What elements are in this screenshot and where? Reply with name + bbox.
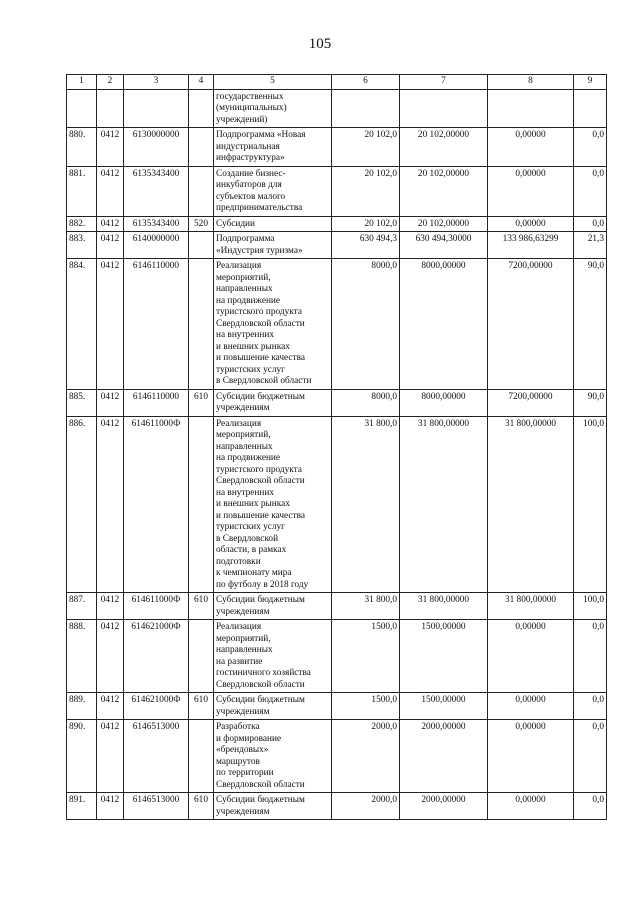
row-number: 882. xyxy=(67,216,97,232)
planned-amount: 31 800,0 xyxy=(332,416,400,593)
target-code: 6146110000 xyxy=(124,389,189,416)
target-code: 6135343400 xyxy=(124,216,189,232)
item-name: Субсидии бюджетным учреждениям xyxy=(214,693,332,720)
column-header: 2 xyxy=(97,75,124,90)
executed-amount: 31 800,00000 xyxy=(488,593,574,620)
table-row xyxy=(67,259,607,390)
section-code: 0412 xyxy=(97,166,124,216)
item-name: Реализация мероприятий, направленных на развитие гостиничного хозяйства Свердловской области xyxy=(214,620,332,693)
execution-percent: 100,0 xyxy=(574,416,607,593)
row-number: 889. xyxy=(67,693,97,720)
allocated-amount: 31 800,00000 xyxy=(400,416,488,593)
expense-type xyxy=(189,128,214,167)
execution-percent xyxy=(574,89,607,128)
page-number: 105 xyxy=(308,36,332,52)
execution-percent: 0,0 xyxy=(574,216,607,232)
execution-percent: 0,0 xyxy=(574,693,607,720)
execution-percent: 0,0 xyxy=(574,793,607,820)
target-code: 614621000Ф xyxy=(124,620,189,693)
row-number: 884. xyxy=(67,259,97,390)
section-code: 0412 xyxy=(97,793,124,820)
row-number xyxy=(67,89,97,128)
execution-percent: 21,3 xyxy=(574,232,607,259)
planned-amount: 20 102,0 xyxy=(332,216,400,232)
column-header: 8 xyxy=(488,75,574,90)
planned-amount: 20 102,0 xyxy=(332,166,400,216)
item-name: Субсидии xyxy=(214,216,332,232)
target-code: 614621000Ф xyxy=(124,693,189,720)
executed-amount: 0,00000 xyxy=(488,793,574,820)
executed-amount: 0,00000 xyxy=(488,720,574,793)
target-code: 6130000000 xyxy=(124,128,189,167)
row-number: 890. xyxy=(67,720,97,793)
execution-percent: 90,0 xyxy=(574,259,607,390)
allocated-amount: 630 494,30000 xyxy=(400,232,488,259)
column-header: 9 xyxy=(574,75,607,90)
row-number: 880. xyxy=(67,128,97,167)
allocated-amount: 1500,00000 xyxy=(400,693,488,720)
item-name: Субсидии бюджетным учреждениям xyxy=(214,793,332,820)
section-code: 0412 xyxy=(97,389,124,416)
section-code xyxy=(97,89,124,128)
planned-amount: 630 494,3 xyxy=(332,232,400,259)
row-number: 891. xyxy=(67,793,97,820)
table-row xyxy=(67,216,607,232)
table-row xyxy=(67,720,607,793)
table-row xyxy=(67,166,607,216)
target-code: 614611000Ф xyxy=(124,416,189,593)
executed-amount: 7200,00000 xyxy=(488,259,574,390)
section-code: 0412 xyxy=(97,416,124,593)
allocated-amount: 2000,00000 xyxy=(400,720,488,793)
expense-type: 610 xyxy=(189,389,214,416)
allocated-amount: 20 102,00000 xyxy=(400,128,488,167)
planned-amount xyxy=(332,89,400,128)
expense-type xyxy=(189,166,214,216)
execution-percent: 0,0 xyxy=(574,128,607,167)
row-number: 886. xyxy=(67,416,97,593)
section-code: 0412 xyxy=(97,693,124,720)
expense-type xyxy=(189,620,214,693)
header-row xyxy=(67,75,607,90)
target-code xyxy=(124,89,189,128)
executed-amount: 7200,00000 xyxy=(488,389,574,416)
executed-amount: 0,00000 xyxy=(488,128,574,167)
section-code: 0412 xyxy=(97,216,124,232)
planned-amount: 8000,0 xyxy=(332,259,400,390)
executed-amount: 31 800,00000 xyxy=(488,416,574,593)
column-header: 1 xyxy=(67,75,97,90)
item-name: Подпрограмма «Новая индустриальная инфраструктура» xyxy=(214,128,332,167)
section-code: 0412 xyxy=(97,259,124,390)
column-header: 4 xyxy=(189,75,214,90)
section-code: 0412 xyxy=(97,232,124,259)
item-name: Субсидии бюджетным учреждениям xyxy=(214,593,332,620)
expense-type xyxy=(189,232,214,259)
allocated-amount: 31 800,00000 xyxy=(400,593,488,620)
executed-amount: 133 986,63299 xyxy=(488,232,574,259)
target-code: 6135343400 xyxy=(124,166,189,216)
target-code: 614611000Ф xyxy=(124,593,189,620)
target-code: 6146513000 xyxy=(124,720,189,793)
allocated-amount: 20 102,00000 xyxy=(400,166,488,216)
planned-amount: 2000,0 xyxy=(332,720,400,793)
expense-type xyxy=(189,416,214,593)
allocated-amount: 2000,00000 xyxy=(400,793,488,820)
executed-amount: 0,00000 xyxy=(488,620,574,693)
row-number: 881. xyxy=(67,166,97,216)
item-name: Создание бизнес- инкубаторов для субъектов малого предпринимательства xyxy=(214,166,332,216)
planned-amount: 2000,0 xyxy=(332,793,400,820)
executed-amount: 0,00000 xyxy=(488,166,574,216)
item-name: Субсидии бюджетным учреждениям xyxy=(214,389,332,416)
table-row xyxy=(67,620,607,693)
target-code: 6140000000 xyxy=(124,232,189,259)
executed-amount: 0,00000 xyxy=(488,216,574,232)
allocated-amount xyxy=(400,89,488,128)
target-code: 6146513000 xyxy=(124,793,189,820)
table-row xyxy=(67,593,607,620)
table-row xyxy=(67,128,607,167)
execution-percent: 0,0 xyxy=(574,720,607,793)
executed-amount: 0,00000 xyxy=(488,693,574,720)
allocated-amount: 8000,00000 xyxy=(400,389,488,416)
expense-type xyxy=(189,720,214,793)
row-number: 887. xyxy=(67,593,97,620)
executed-amount xyxy=(488,89,574,128)
planned-amount: 8000,0 xyxy=(332,389,400,416)
table-row xyxy=(67,232,607,259)
expense-type xyxy=(189,89,214,128)
execution-percent: 0,0 xyxy=(574,166,607,216)
expense-type: 520 xyxy=(189,216,214,232)
row-number: 883. xyxy=(67,232,97,259)
expense-type: 610 xyxy=(189,793,214,820)
section-code: 0412 xyxy=(97,128,124,167)
planned-amount: 20 102,0 xyxy=(332,128,400,167)
table-row xyxy=(67,693,607,720)
table-row xyxy=(67,389,607,416)
allocated-amount: 1500,00000 xyxy=(400,620,488,693)
planned-amount: 31 800,0 xyxy=(332,593,400,620)
row-number: 888. xyxy=(67,620,97,693)
row-number: 885. xyxy=(67,389,97,416)
column-header: 3 xyxy=(124,75,189,90)
column-header: 6 xyxy=(332,75,400,90)
item-name: Подпрограмма «Индустрия туризма» xyxy=(214,232,332,259)
expense-type xyxy=(189,259,214,390)
section-code: 0412 xyxy=(97,720,124,793)
target-code: 6146110000 xyxy=(124,259,189,390)
expense-type: 610 xyxy=(189,693,214,720)
table-row xyxy=(67,416,607,593)
item-name: государственных (муниципальных) учреждений) xyxy=(214,89,332,128)
execution-percent: 90,0 xyxy=(574,389,607,416)
column-header: 5 xyxy=(214,75,332,90)
planned-amount: 1500,0 xyxy=(332,620,400,693)
section-code: 0412 xyxy=(97,620,124,693)
column-header: 7 xyxy=(400,75,488,90)
budget-table xyxy=(66,74,607,820)
item-name: Реализация мероприятий, направленных на продвижение туристского продукта Свердловской области на внутренних и внешних рынках и повышение качества туристских услуг в Свердловской области, в рамках подготовки к чемпионату мира по футболу в 2018 году xyxy=(214,416,332,593)
allocated-amount: 20 102,00000 xyxy=(400,216,488,232)
section-code: 0412 xyxy=(97,593,124,620)
table-row xyxy=(67,793,607,820)
execution-percent: 100,0 xyxy=(574,593,607,620)
table-body xyxy=(67,89,607,820)
planned-amount: 1500,0 xyxy=(332,693,400,720)
item-name: Реализация мероприятий, направленных на продвижение туристского продукта Свердловской области на внутренних и внешних рынках и повышение качества туристских услуг в Свердловской области xyxy=(214,259,332,390)
allocated-amount: 8000,00000 xyxy=(400,259,488,390)
table-row xyxy=(67,89,607,128)
item-name: Разработка и формирование «брендовых» маршрутов по территории Свердловской области xyxy=(214,720,332,793)
execution-percent: 0,0 xyxy=(574,620,607,693)
expense-type: 610 xyxy=(189,593,214,620)
